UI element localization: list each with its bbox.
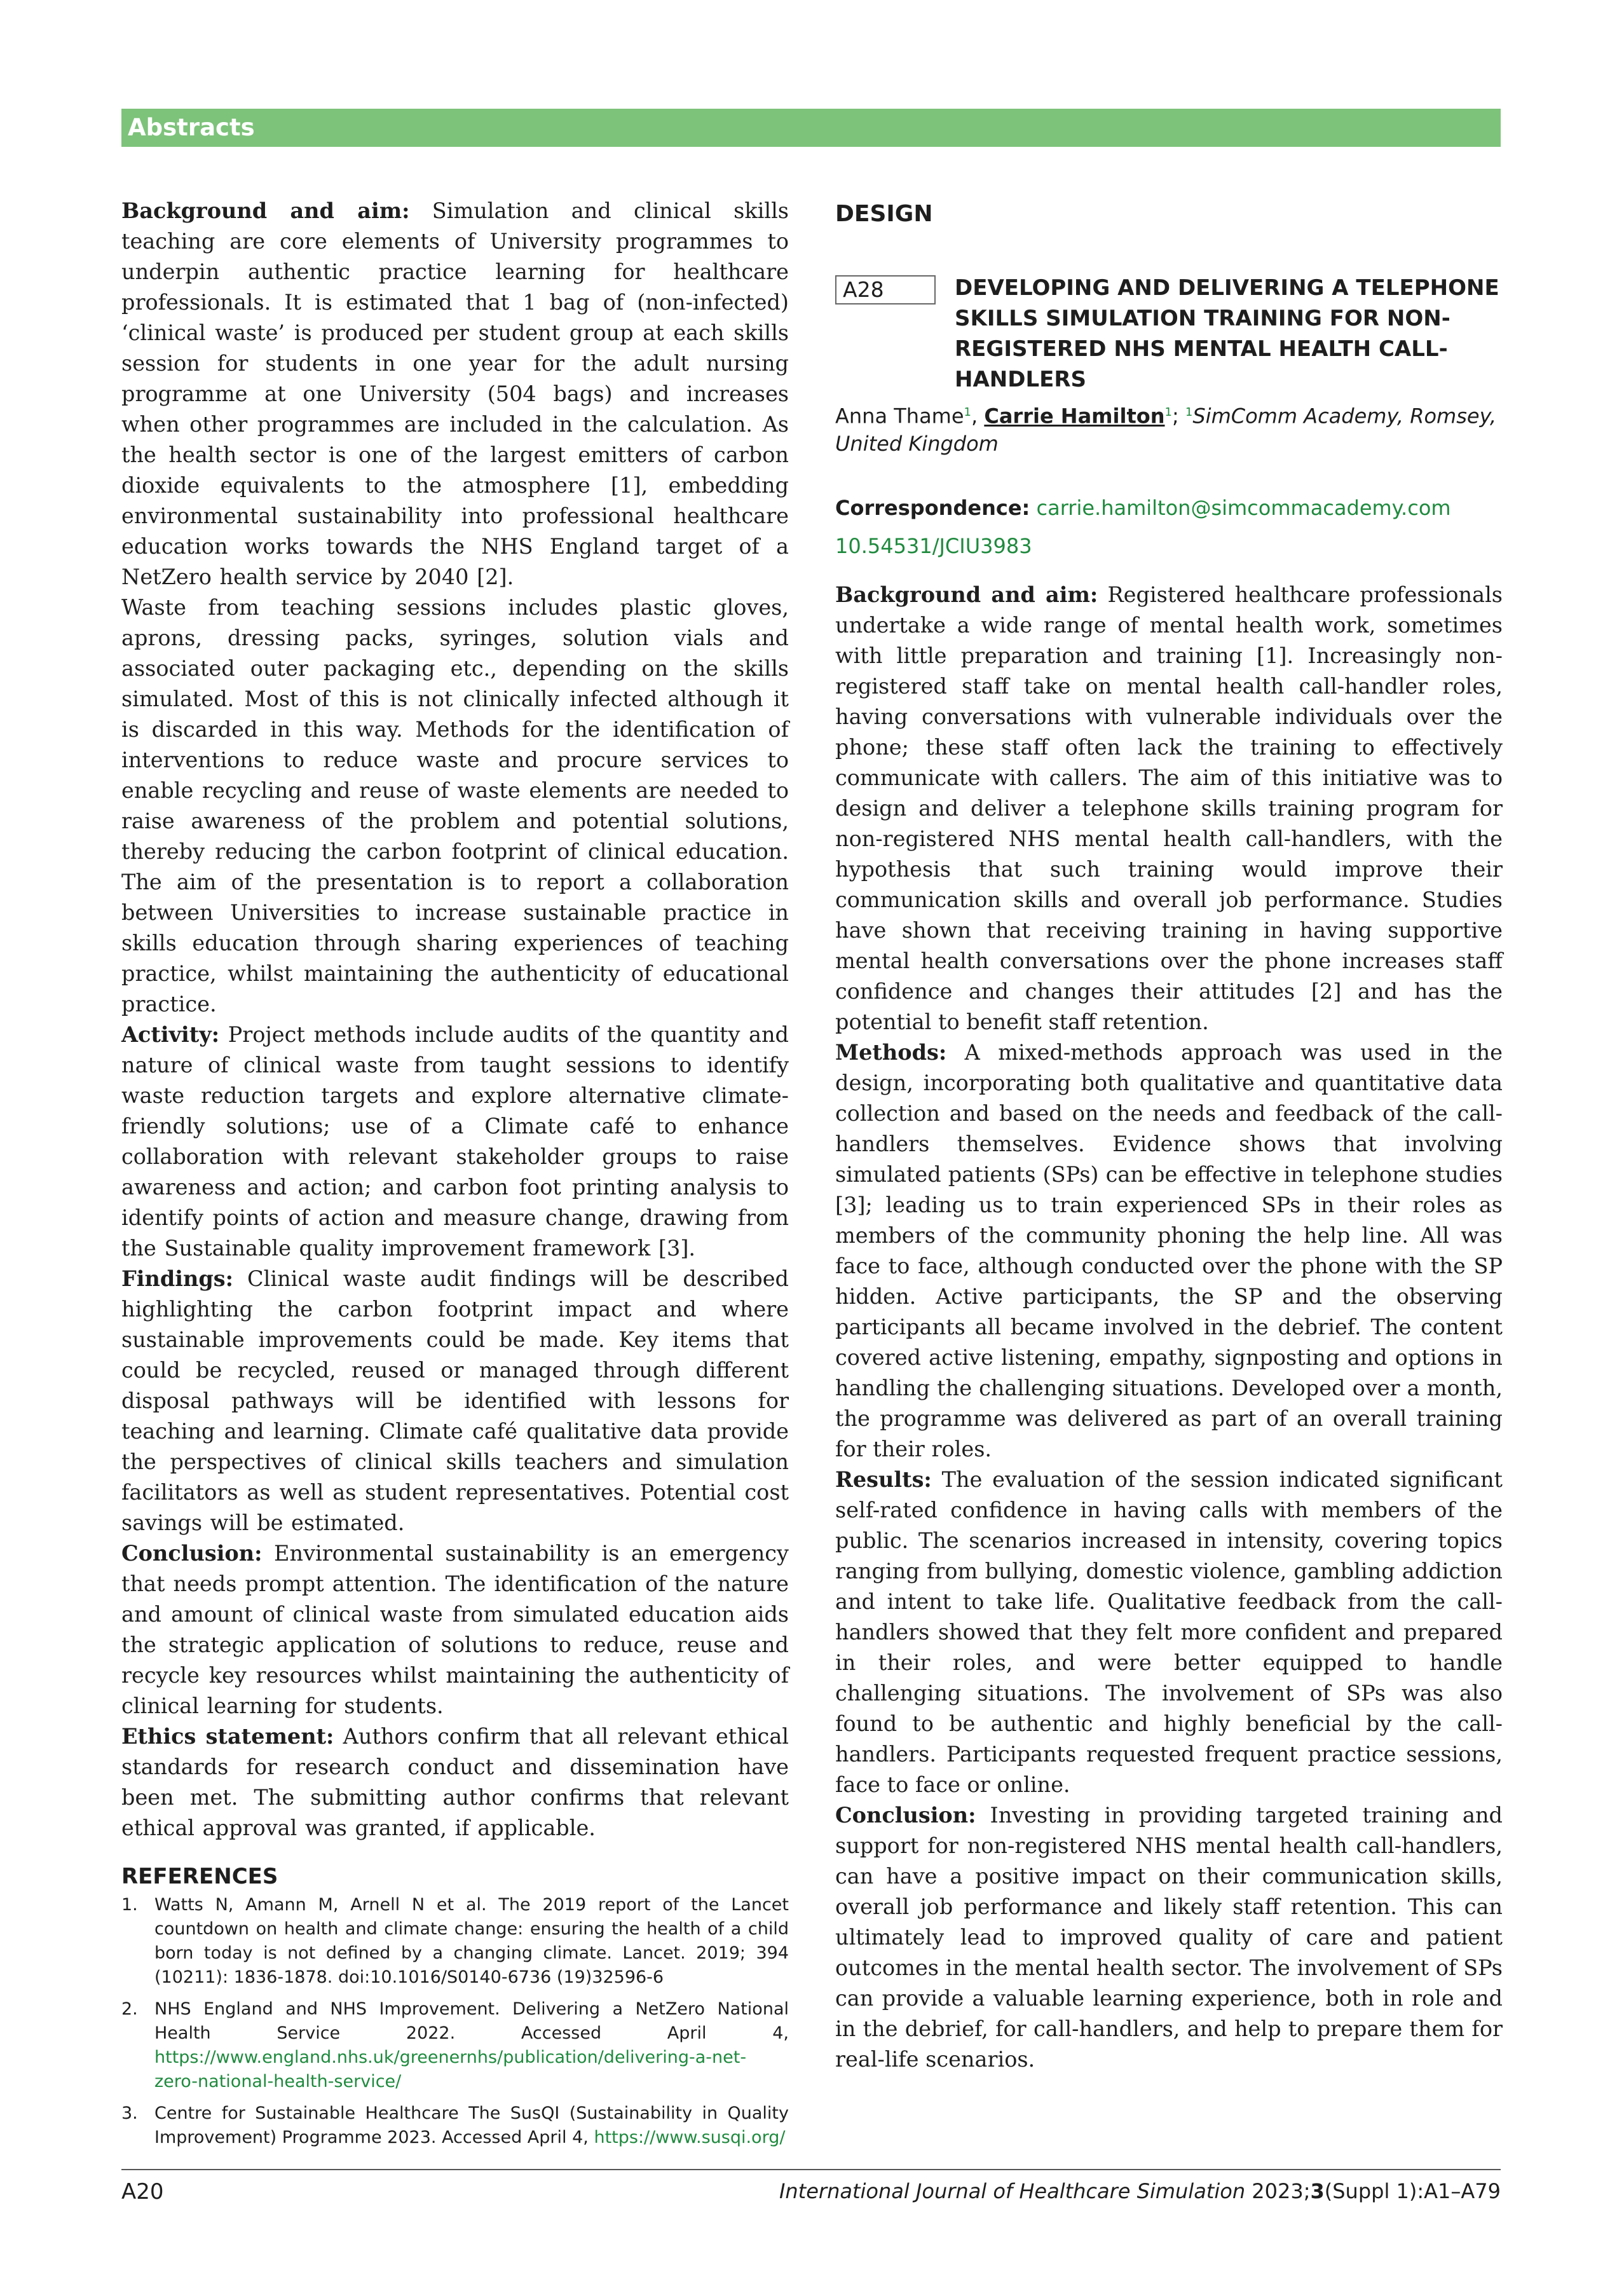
journal-name: International Journal of Healthcare Simulation bbox=[779, 2179, 1246, 2203]
paragraph-label: Background and aim: bbox=[835, 582, 1098, 607]
doi-link[interactable]: 10.54531/JCIU3983 bbox=[835, 533, 1032, 558]
paragraph-background bbox=[121, 196, 789, 592]
author-superscript: 1 bbox=[964, 406, 971, 419]
paragraph-label: Results: bbox=[835, 1467, 932, 1492]
abstract-title: DEVELOPING AND DELIVERING A TELEPHONE SKILLS SIMULATION TRAINING FOR NON-REGISTERED NHS MENTAL HEALTH CALL-HANDLERS bbox=[955, 275, 1499, 392]
category-heading: DESIGN bbox=[835, 201, 933, 227]
correspondence-label: Correspondence: bbox=[835, 495, 1030, 520]
reference-item bbox=[121, 1997, 789, 2094]
paragraph-label: Activity: bbox=[121, 1022, 220, 1047]
paragraph-label: Conclusion: bbox=[121, 1541, 263, 1566]
reference-item bbox=[121, 2102, 789, 2150]
paragraph-text: Waste from teaching sessions includes plastic gloves, aprons, dressing packs, syringes, solution vials and associated outer packaging etc., depending on the skills simulated. Most of this is not clinically infected although it is discarded in this way. Methods for the identification of interventions to reduce waste and procure services to enable recycling and reuse of waste elements are needed to raise awareness of the problem and potential solutions, thereby reducing the carbon footprint of clinical education. The aim of the presentation is to report a collaboration between Universities to increase sustainable practice in skills education through sharing experiences of teaching practice, whilst maintaining the authenticity of educational practice. bbox=[121, 595, 789, 1016]
page-number: A20 bbox=[121, 2179, 164, 2205]
correspondence-email-link[interactable]: carrie.hamilton@simcommacademy.com bbox=[1036, 495, 1451, 520]
presenting-author-name: Carrie Hamilton bbox=[984, 404, 1165, 428]
section-banner bbox=[121, 109, 1501, 147]
author-name: Anna Thame bbox=[835, 404, 964, 428]
paragraph-methods bbox=[835, 1037, 1503, 1465]
section-title: Abstracts bbox=[128, 114, 255, 141]
paragraph-background bbox=[835, 580, 1503, 1037]
paragraph-findings bbox=[121, 1264, 789, 1538]
left-column bbox=[121, 196, 789, 2157]
paragraph-label: Methods: bbox=[835, 1039, 947, 1065]
author-superscript: 1 bbox=[1164, 406, 1172, 419]
paragraph-label: Ethics statement: bbox=[121, 1724, 334, 1749]
paragraph-label: Background and aim: bbox=[121, 198, 410, 223]
reference-text: NHS England and NHS Improvement. Delivering a NetZero National Health Service 2022. Accessed April 4, bbox=[154, 1999, 789, 2043]
abstract-id-box: A28 bbox=[835, 275, 936, 304]
reference-number: 1. bbox=[121, 1895, 138, 1915]
author-line: Anna Thame$^1$, Carrie Hamilton$^1$; $^1$SimComm Academy, Romsey, United Kingdom bbox=[835, 404, 1497, 456]
right-column bbox=[835, 196, 1503, 2075]
abstract-body-right bbox=[835, 580, 1503, 2075]
paragraph-text: Registered healthcare professionals undertake a wide range of mental health work, sometimes with little preparation and training [1]. Increasingly non-registered staff take on mental health call-handler roles, having conversations with vulnerable individuals over the phone; these staff often lack the training to effectively communicate with callers. The aim of this initiative was to design and deliver a telephone skills training program for non-registered NHS mental health call-handlers, with the hypothesis that such training would improve their communication skills and overall job performance. Studies have shown that receiving training in having supportive mental health conversations over the phone increases staff confidence and changes their attitudes [2] and has the potential to benefit staff retention. bbox=[835, 582, 1503, 1034]
correspondence-line bbox=[835, 496, 1503, 520]
paragraph-results bbox=[835, 1465, 1503, 1800]
paragraph-text: Environmental sustainability is an emergency that needs prompt attention. The identification of the nature and amount of clinical waste from simulated education aids the strategic application of solutions to reduce, reuse and recycle key resources whilst maintaining the authenticity of clinical learning for students. bbox=[121, 1541, 789, 1718]
paragraph-conclusion bbox=[835, 1800, 1503, 2075]
journal-volume: 3 bbox=[1310, 2179, 1325, 2203]
paragraph-text: Clinical waste audit findings will be described highlighting the carbon footprint impact and where sustainable improvements could be made. Key items that could be recycled, reused or managed through different disposal pathways will be identified with lessons for teaching and learning. Climate café qualitative data provide the perspectives of clinical skills teachers and simulation facilitators as well as student representatives. Potential cost savings will be estimated. bbox=[121, 1266, 789, 1535]
reference-text: Watts N, Amann M, Arnell N et al. The 2019 report of the Lancet countdown on health and climate change: ensuring the health of a child born today is not defined by a changing climate. Lancet. 2019; 394 (10211): 1836-1878. doi:10.1016/S0140-6736 (19)32596-6 bbox=[154, 1895, 789, 1987]
reference-link[interactable]: https://www.england.nhs.uk/greenernhs/publication/delivering-a-net-zero-national-health-service/ bbox=[154, 2048, 747, 2091]
paragraph-conclusion bbox=[121, 1538, 789, 1721]
paragraph-text: The evaluation of the session indicated significant self-rated confidence in having calls with members of the public. The scenarios increased in intensity, covering topics ranging from bullying, domestic violence, gambling addiction and intent to take life. Qualitative feedback from the call-handlers showed that they felt more confident and prepared in their roles, and were better equipped to handle challenging situations. The involvement of SPs was also found to be authentic and highly beneficial by the call-handlers. Participants requested frequent practice sessions, face to face or online. bbox=[835, 1467, 1503, 1797]
references-heading: REFERENCES bbox=[121, 1864, 278, 1889]
paragraph-text: Investing in providing targeted training and support for non-registered NHS mental health call-handlers, can have a positive impact on their communication skills, overall job performance and likely staff retention. This can ultimately lead to improved quality of care and patient outcomes in the mental health sector. The involvement of SPs can provide a valuable learning experience, both in role and in the debrief, for call-handlers, and help to prepare them for real-life scenarios. bbox=[835, 1802, 1503, 2072]
footer-divider bbox=[121, 2169, 1501, 2170]
paragraph-waste bbox=[121, 592, 789, 1020]
reference-item bbox=[121, 1893, 789, 1990]
journal-issue: (Suppl 1):A1–A79 bbox=[1324, 2179, 1501, 2203]
paragraph-label: Findings: bbox=[121, 1266, 234, 1291]
paragraph-text: Project methods include audits of the quantity and nature of clinical waste from taught sessions to identify waste reduction targets and explore alternative climate-friendly solutions; use of a Climate café to enhance collaboration with relevant stakeholder groups to raise awareness and action; and carbon foot printing analysis to identify points of action and measure change, drawing from the Sustainable quality improvement framework [3]. bbox=[121, 1022, 789, 1261]
references-list bbox=[121, 1893, 789, 2150]
abstract-body-left bbox=[121, 196, 789, 1843]
paragraph-ethics bbox=[121, 1721, 789, 1843]
affiliation: SimComm Academy, Romsey, United Kingdom bbox=[835, 404, 1497, 456]
reference-text: Centre for Sustainable Healthcare The SusQI (Sustainability in Quality Improvement) Programme 2023. Accessed April 4, bbox=[154, 2103, 789, 2147]
journal-citation bbox=[779, 2179, 1501, 2203]
abstract-header bbox=[835, 275, 1503, 395]
journal-year: 2023; bbox=[1245, 2179, 1311, 2203]
paragraph-label: Conclusion: bbox=[835, 1802, 976, 1828]
reference-link[interactable]: https://www.susqi.org/ bbox=[594, 2128, 786, 2147]
affiliation-superscript: 1 bbox=[1185, 406, 1193, 419]
reference-number: 2. bbox=[121, 1999, 138, 2019]
paragraph-text: A mixed-methods approach was used in the design, incorporating both qualitative and quantitative data collection and based on the needs and feedback of the call-handlers themselves. Evidence shows that involving simulated patients (SPs) can be effective in telephone studies [3]; leading us to train experienced SPs in their roles as members of the community phoning the help line. All was face to face, although conducted over the phone with the SP hidden. Active participants, the SP and the observing participants all became involved in the debrief. The content covered active listening, empathy, signposting and options in handling the challenging situations. Developed over a month, the programme was delivered as part of an overall training for their roles. bbox=[835, 1039, 1503, 1461]
paragraph-activity bbox=[121, 1020, 789, 1264]
paragraph-text: Simulation and clinical skills teaching are core elements of University programmes to underpin authentic practice learning for healthcare professionals. It is estimated that 1 bag of (non-infected) ‘clinical waste’ is produced per student group at each skills session for students in one year for the adult nursing programme at one University (504 bags) and increases when other programmes are included in the calculation. As the health sector is one of the largest emitters of carbon dioxide equivalents to the atmosphere [1], embedding environmental sustainability into professional healthcare education works towards the NHS England target of a NetZero health service by 2040 [2]. bbox=[121, 198, 789, 589]
reference-number: 3. bbox=[121, 2103, 138, 2123]
paragraph-text: Authors confirm that all relevant ethical standards for research conduct and dissemination have been met. The submitting author confirms that relevant ethical approval was granted, if applicable. bbox=[121, 1724, 789, 1840]
